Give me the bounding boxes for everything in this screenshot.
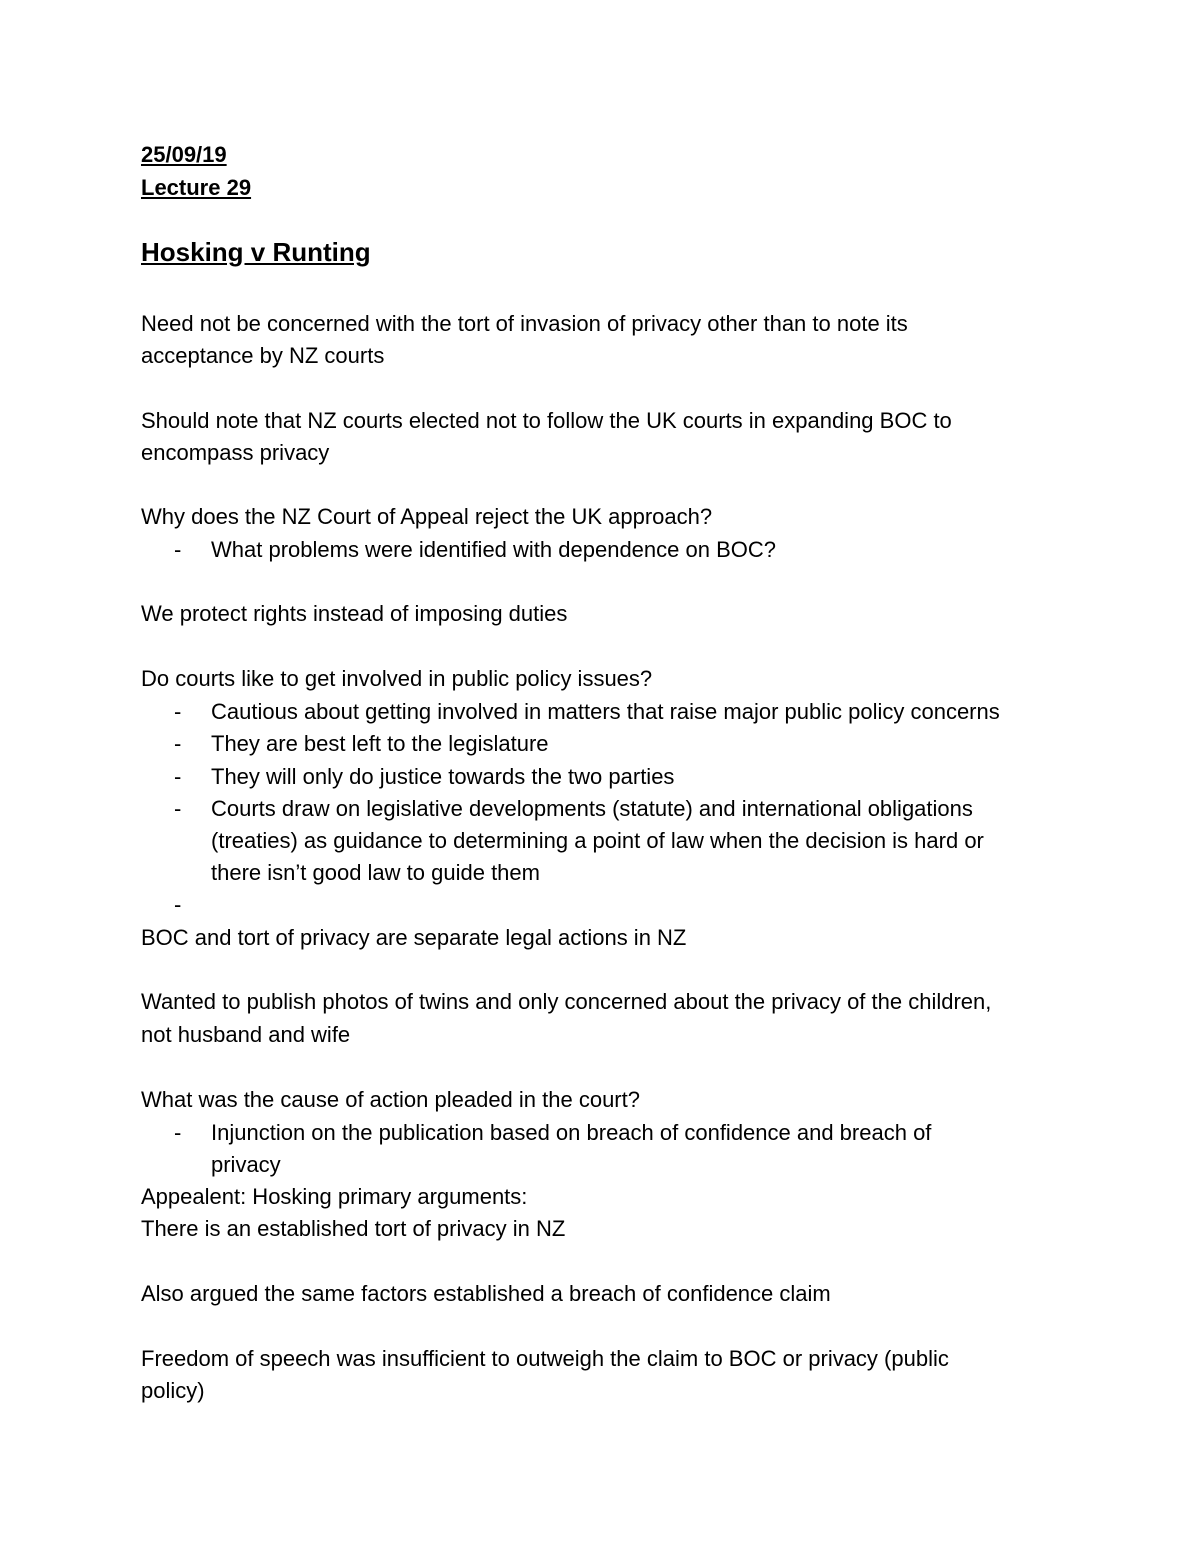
bullet-text: Cautious about getting involved in matters that raise major public policy concerns [211, 699, 1000, 724]
bullet-text: They will only do justice towards the two parties [211, 764, 675, 789]
question-line: Do courts like to get involved in public policy issues? [141, 666, 653, 691]
date-heading: 25/09/19 [141, 142, 227, 167]
paragraph-line: not husband and wife [141, 1022, 351, 1047]
bullet-text: Injunction on the publication based on breach of confidence and breach of [211, 1120, 932, 1145]
question-line: What was the cause of action pleaded in the court? [141, 1087, 640, 1112]
bullet-dash: - [174, 699, 182, 724]
bullet-dash: - [174, 892, 182, 917]
bullet-dash: - [174, 731, 182, 756]
paragraph-line: Should note that NZ courts elected not to follow the UK courts in expanding BOC to [141, 408, 952, 433]
bullet-text: Courts draw on legislative developments (statute) and international obligations [211, 796, 973, 821]
bullet-dash: - [174, 1120, 182, 1145]
bullet-text: They are best left to the legislature [211, 731, 549, 756]
paragraph-line: Need not be concerned with the tort of invasion of privacy other than to note its [141, 311, 908, 336]
paragraph-line: There is an established tort of privacy in NZ [141, 1216, 566, 1241]
lecture-heading: Lecture 29 [141, 175, 252, 200]
question-line: Why does the NZ Court of Appeal reject the UK approach? [141, 504, 713, 529]
bullet-text: privacy [211, 1152, 281, 1177]
paragraph-line: BOC and tort of privacy are separate legal actions in NZ [141, 925, 687, 950]
paragraph-line: encompass privacy [141, 440, 330, 465]
bullet-dash: - [174, 764, 182, 789]
bullet-text: (treaties) as guidance to determining a point of law when the decision is hard or [211, 828, 984, 853]
bullet-text: there isn’t good law to guide them [211, 860, 540, 885]
page-title: Hosking v Runting [141, 237, 371, 267]
paragraph-line: Wanted to publish photos of twins and only concerned about the privacy of the children, [141, 989, 992, 1014]
bullet-dash: - [174, 796, 182, 821]
paragraph-line: Appealent: Hosking primary arguments: [141, 1184, 528, 1209]
bullet-dash: - [174, 537, 182, 562]
paragraph-line: We protect rights instead of imposing duties [141, 601, 568, 626]
paragraph-line: policy) [141, 1378, 205, 1403]
paragraph-line: Freedom of speech was insufficient to outweigh the claim to BOC or privacy (public [141, 1346, 949, 1371]
paragraph-line: acceptance by NZ courts [141, 343, 385, 368]
paragraph-line: Also argued the same factors established a breach of confidence claim [141, 1281, 831, 1306]
bullet-text: What problems were identified with dependence on BOC? [211, 537, 776, 562]
